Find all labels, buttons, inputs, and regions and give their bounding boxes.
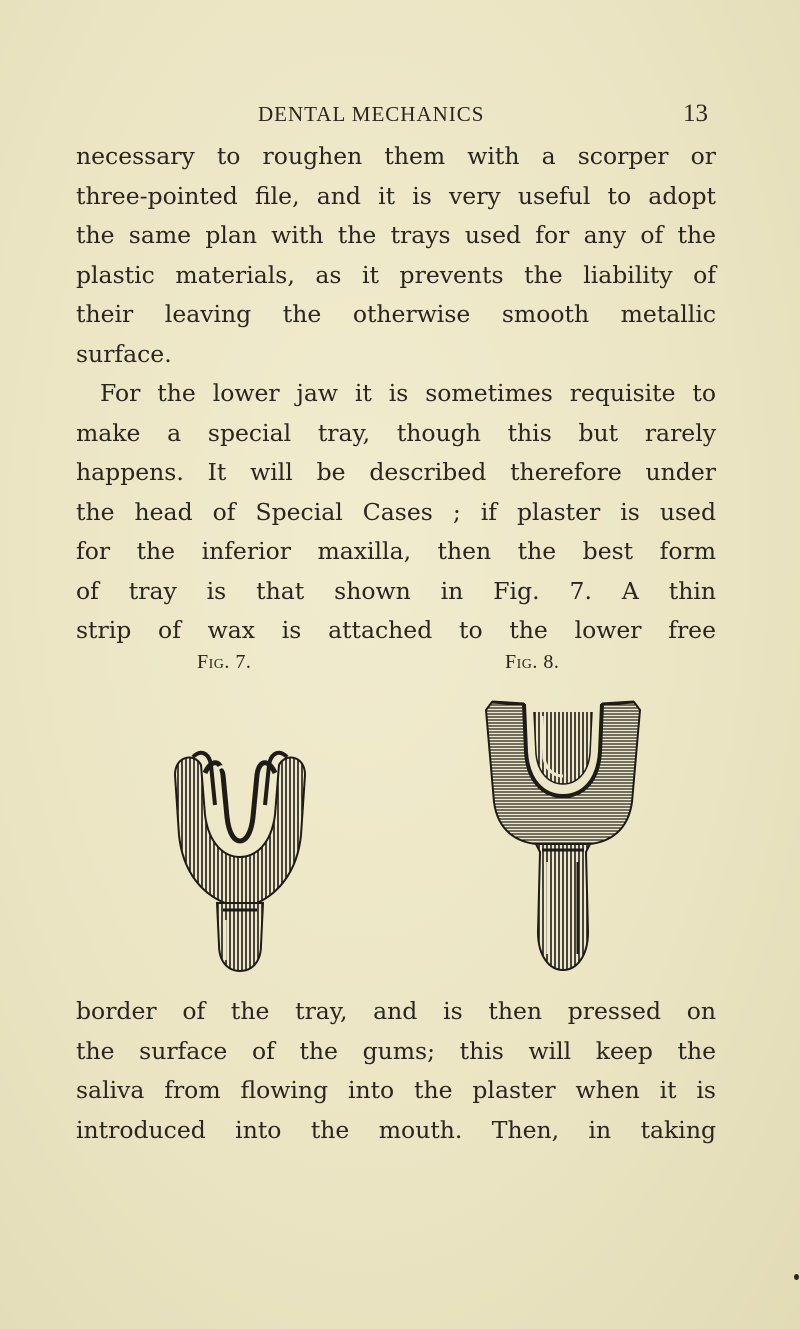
paragraph-block-bottom — [76, 992, 716, 1150]
text-line: strip of wax is attached to the lower free — [76, 616, 716, 644]
text-line: the surface of the gums; this will keep the — [76, 1036, 716, 1065]
text-line: of tray is that shown in Fig. 7. A thin — [76, 576, 716, 605]
figure-7-caption: Fig. 7. — [197, 651, 252, 673]
text-line: saliva from flowing into the plaster when it is — [76, 1076, 716, 1104]
page-header — [258, 100, 708, 130]
text-line: happens. It will be described therefore under — [76, 458, 716, 486]
figure-8-caption: Fig. 8. — [505, 651, 560, 673]
text-line: their leaving the otherwise smooth metallic — [76, 300, 716, 328]
text-line: For the lower jaw it is sometimes requisite to — [100, 379, 716, 407]
text-line: introduced into the mouth. Then, in taking — [76, 1115, 716, 1144]
text-line: make a special tray, though this but rarely — [76, 418, 716, 447]
figure-7-tray-icon — [165, 745, 315, 975]
text-line: surface. — [76, 339, 172, 368]
text-line: border of the tray, and is then pressed on — [76, 997, 716, 1025]
ink-speck — [794, 1274, 799, 1280]
text-line: three-pointed file, and it is very useful to adopt — [76, 181, 716, 210]
paragraph-block-top — [76, 137, 716, 651]
text-line: necessary to roughen them with a scorper or — [76, 142, 716, 170]
text-line: the same plan with the trays used for any of the — [76, 221, 716, 249]
text-line: plastic materials, as it prevents the liability of — [76, 260, 716, 289]
running-head: DENTAL MECHANICS — [258, 102, 485, 126]
page-number: 13 — [683, 100, 708, 127]
text-line: the head of Special Cases ; if plaster is used — [76, 497, 716, 526]
text-line: for the inferior maxilla, then the best form — [76, 537, 716, 565]
figure-8-tray-icon — [478, 692, 648, 982]
